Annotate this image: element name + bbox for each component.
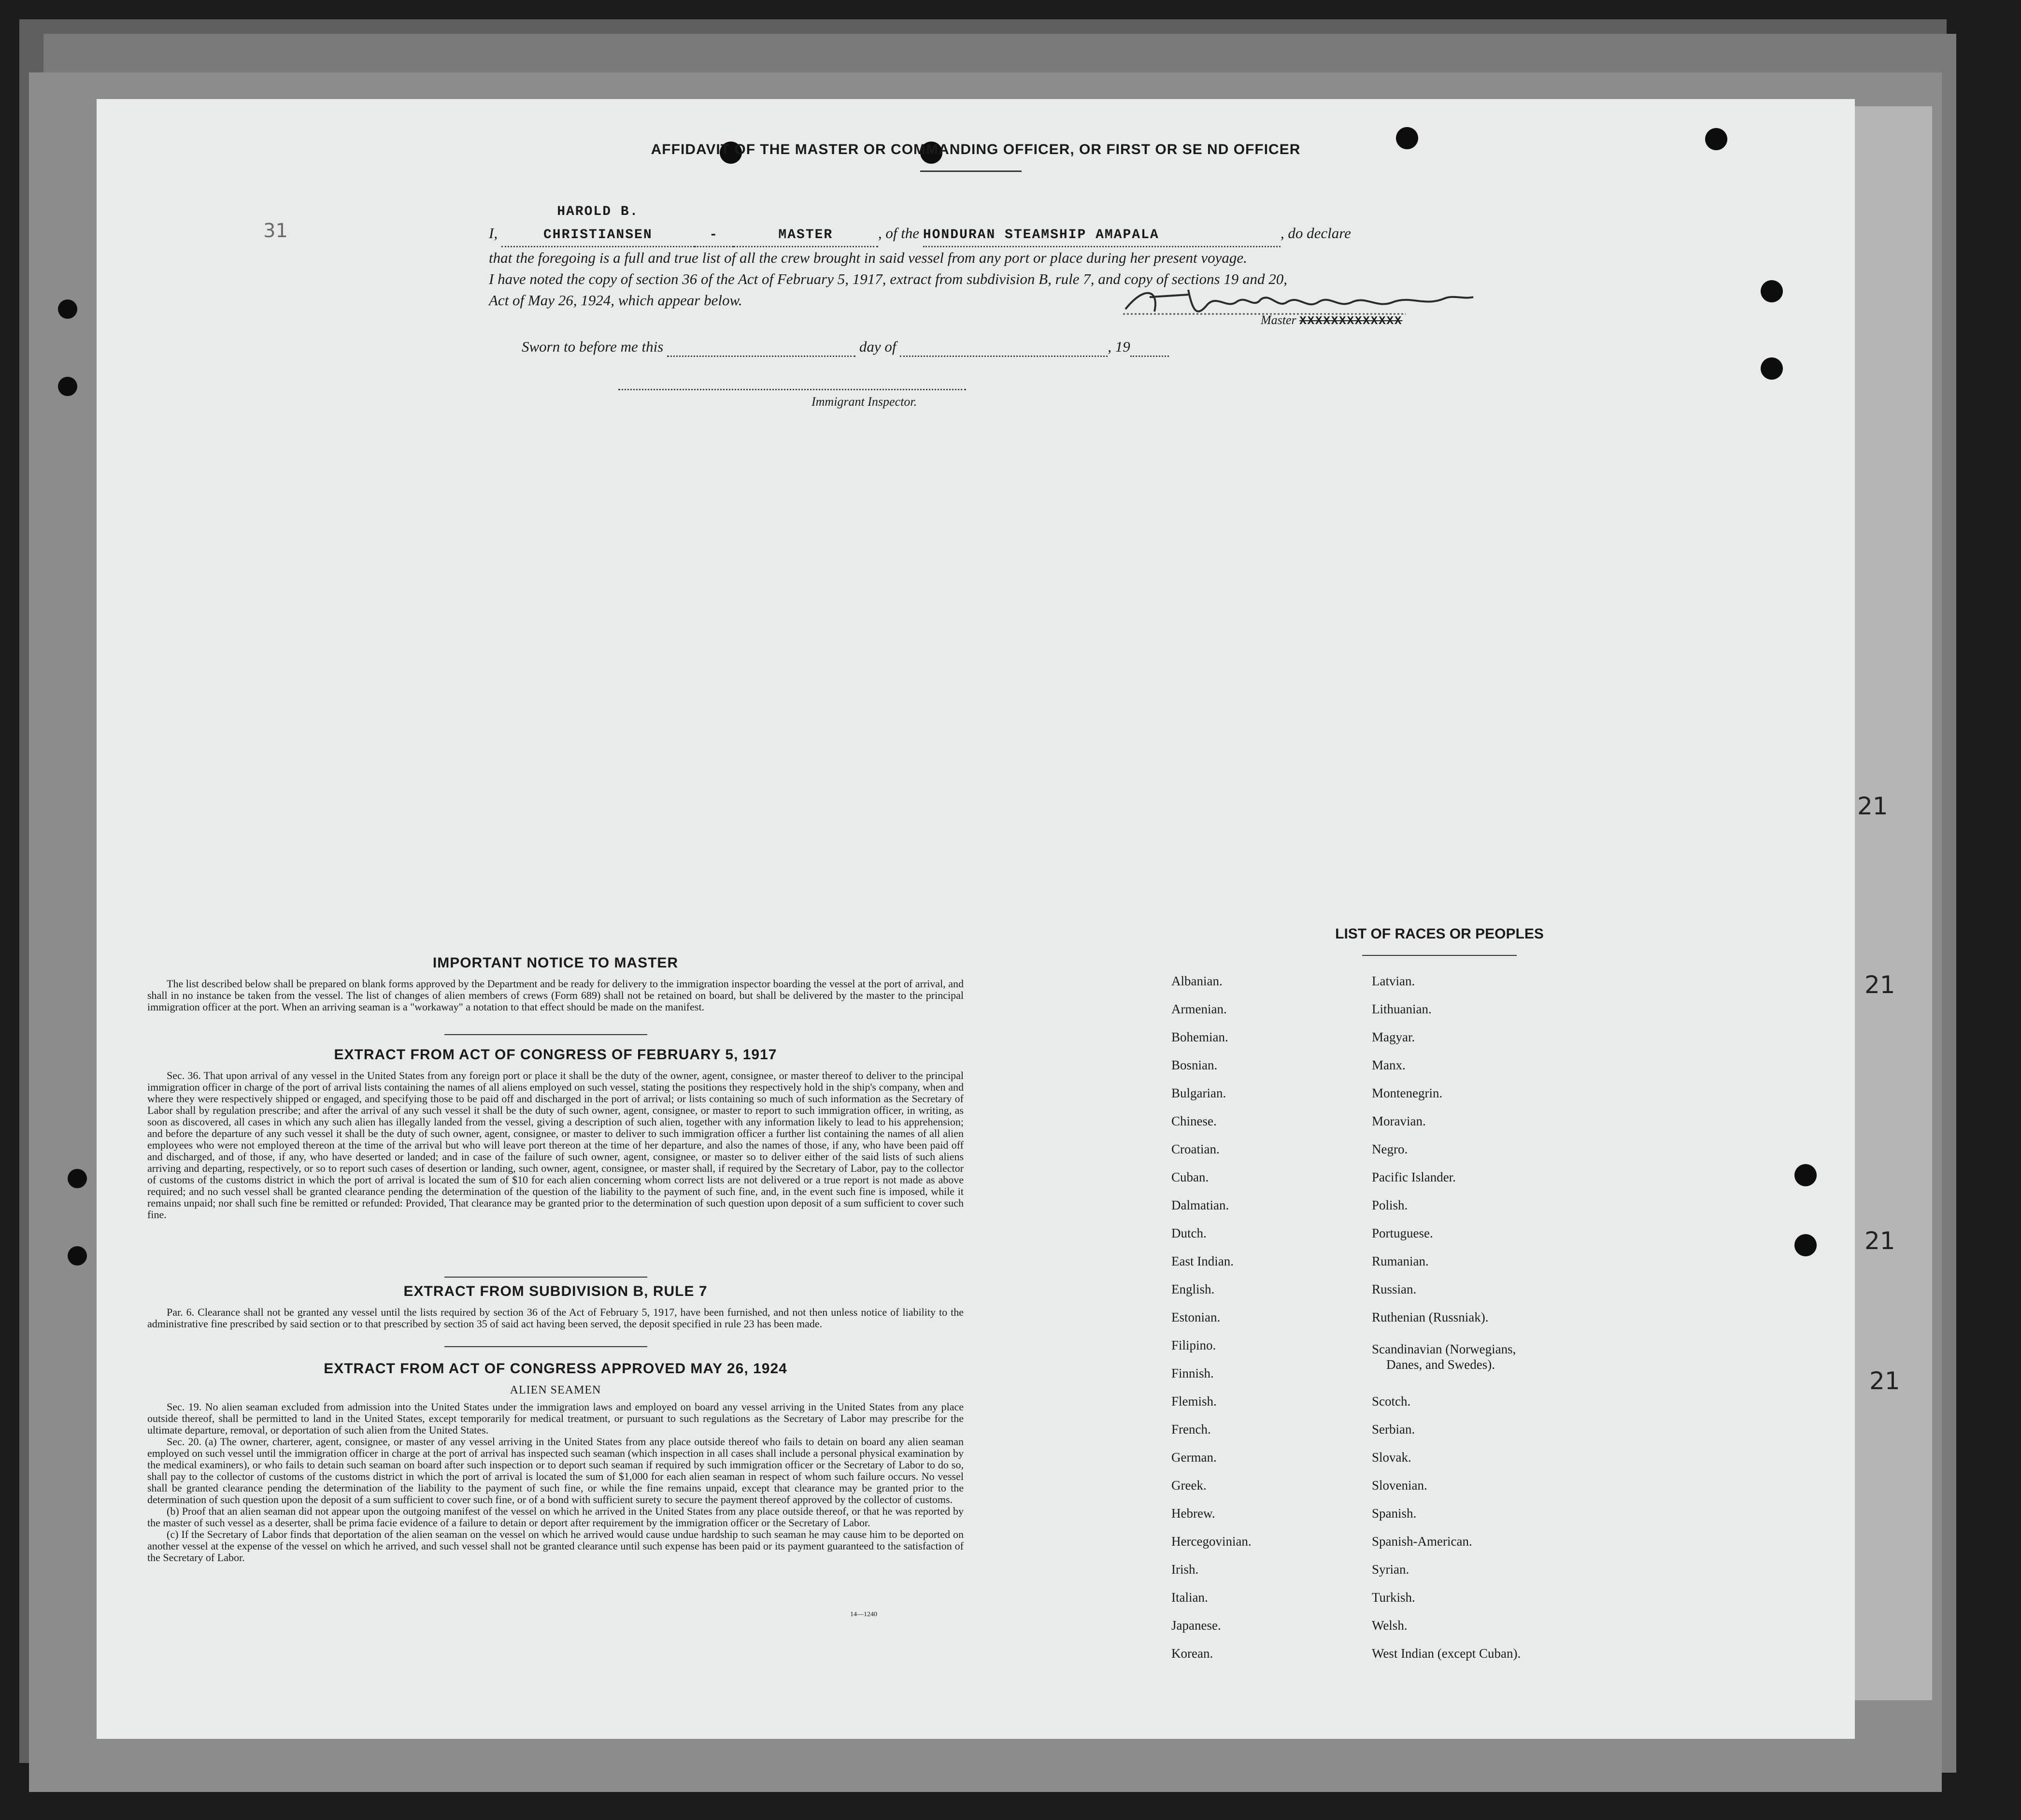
race-item: Armenian. — [1171, 1002, 1227, 1016]
race-item: Turkish. — [1372, 1590, 1415, 1605]
left-margin-note: 31 — [263, 220, 288, 242]
punch-hole — [1794, 1234, 1817, 1256]
race-item: Greek. — [1171, 1478, 1207, 1493]
master-name-field — [501, 199, 695, 247]
race-item: Negro. — [1372, 1142, 1408, 1156]
race-item: Dutch. — [1171, 1226, 1207, 1240]
punch-hole — [1794, 1164, 1817, 1186]
extract-1917-body — [147, 1070, 964, 1221]
race-item: German. — [1171, 1450, 1217, 1465]
race-item: Manx. — [1372, 1058, 1406, 1072]
side-note-c: 21 — [1864, 1227, 1895, 1255]
race-item: Latvian. — [1372, 974, 1415, 988]
section-divider — [444, 1034, 647, 1035]
race-item: Slovak. — [1372, 1450, 1411, 1465]
rank: MASTER — [778, 228, 833, 242]
notice-title: IMPORTANT NOTICE TO MASTER — [432, 955, 679, 971]
race-item: Lithuanian. — [1372, 1002, 1432, 1016]
sworn-year-field — [1130, 338, 1169, 357]
master-signature — [1116, 275, 1483, 328]
affidavit-form-page — [97, 99, 1855, 1739]
race-item: Bulgarian. — [1171, 1086, 1226, 1100]
race-item: Syrian. — [1372, 1562, 1409, 1577]
race-item: Filipino. — [1171, 1338, 1216, 1352]
race-item: Bosnian. — [1171, 1058, 1218, 1072]
side-note-b: 21 — [1864, 971, 1895, 999]
race-item: Bohemian. — [1171, 1030, 1228, 1044]
extract-1917-title: EXTRACT FROM ACT OF CONGRESS OF FEBRUARY 5, 1917 — [334, 1047, 777, 1063]
race-item: Hebrew. — [1171, 1506, 1215, 1521]
section-divider — [444, 1277, 647, 1278]
race-item: Spanish-American. — [1372, 1534, 1472, 1549]
race-item: Ruthenian (Russniak). — [1372, 1310, 1489, 1324]
race-item: Finnish. — [1171, 1366, 1214, 1380]
year-text: , 19 — [1108, 338, 1130, 355]
race-item: Portuguese. — [1372, 1226, 1433, 1240]
affidavit-title: AFFIDAVIT OF THE MASTER OR COMMANDING OFFICER, OR FIRST OR SE ND OFFICER — [651, 142, 1301, 157]
punch-hole — [68, 1169, 87, 1188]
race-item: Moravian. — [1372, 1114, 1426, 1128]
side-note-d: 21 — [1869, 1367, 1900, 1395]
race-item: Irish. — [1171, 1562, 1199, 1577]
declaration-prefix: I, — [489, 225, 498, 242]
title-rule — [920, 171, 1022, 172]
punch-hole — [1761, 357, 1783, 380]
race-item: Dalmatian. — [1171, 1198, 1229, 1212]
race-item: Magyar. — [1372, 1030, 1415, 1044]
race-item: Korean. — [1171, 1646, 1213, 1661]
form-number: 14—1240 — [850, 1611, 877, 1618]
race-item: Polish. — [1372, 1198, 1408, 1212]
race-item: Estonian. — [1171, 1310, 1221, 1324]
race-item: Montenegrin. — [1372, 1086, 1443, 1100]
extract-1924-body — [147, 1401, 964, 1564]
sworn-statement — [522, 338, 1343, 357]
vessel-field — [923, 223, 1281, 247]
race-item: Spanish. — [1372, 1506, 1417, 1521]
sec19-paragraph: Sec. 19. No alien seaman excluded from admission into the United States under the immigration laws and employed on board any vessel arriving in the United States from any place outside thereof, shall be permitted to land in the United States, except temporarily for medical treatment, or pursuant to such regulations as the Secretary of Labor may prescribe for the ultimate departure, removal, or deportation of such alien from the United States. — [147, 1401, 964, 1436]
section-divider — [444, 1346, 647, 1347]
signature-master-label: Master — [1261, 313, 1296, 327]
races-title: LIST OF RACES OR PEOPLES — [1335, 926, 1544, 942]
sec20a-paragraph: Sec. 20. (a) The owner, charterer, agent, consignee, or master of any vessel arriving in the United States from any place outside thereof who fails to detain on board any alien seaman employed on such vessel until the immigration officer in charge at the port of arrival has inspected such seaman (which inspection in all cases shall include a personal physical examination by the medical examiners), or who fails to detain such seaman on board after such inspection or to deport such seaman if required by such immigration officer or the Secretary of Labor to do so, shall pay to the collector of customs of the customs district in which the port of arrival is located the sum of $1,000 for each alien seaman in respect of whom such failure occurs. No vessel shall be granted clearance pending the determination of the liability to the payment of such fine, or while the fine remains unpaid, except that clearance may be granted prior to the determination of such question upon the deposit of a sum sufficient to cover such fine, or of a bond with sufficient surety to secure the payment thereof approved by the collector of customs. — [147, 1436, 964, 1506]
races-title-rule — [1362, 955, 1517, 956]
race-item: French. — [1171, 1422, 1211, 1436]
race-item: Albanian. — [1171, 974, 1223, 988]
declaration-line-2: that the foregoing is a full and true list of all the crew brought in said vessel from any port or place during her present voyage. — [489, 249, 1247, 266]
declaration-line-3: I have noted the copy of section 36 of the Act of February 5, 1917, extract from subdivision B, rule 7, and copy of sections 19 and 20, — [489, 270, 1288, 287]
race-item: Pacific Islander. — [1372, 1170, 1456, 1184]
notice-paragraph: The list described below shall be prepared on blank forms approved by the Department and be ready for delivery to the immigration inspector boarding the vessel at the port of arrival, and shall in no instance be taken from the vessel. The list of changes of alien members of crews (Form 689) shall not be retained on board, but shall be delivered by the master to the principal immigration officer at the port. When an arriving seaman is a "workaway" a notation to that effect should be made on the manifest. — [147, 978, 964, 1013]
notice-body — [147, 978, 964, 1013]
sworn-month-field — [900, 338, 1108, 357]
race-item: Japanese. — [1171, 1618, 1221, 1633]
declaration-line-4: Act of May 26, 1924, which appear below. — [489, 292, 742, 309]
race-item: East Indian. — [1171, 1254, 1234, 1268]
extract-rule7-body — [147, 1307, 964, 1330]
race-item: West Indian (except Cuban). — [1372, 1646, 1521, 1661]
sec36-paragraph: Sec. 36. That upon arrival of any vessel in the United States from any foreign port or place it shall be the duty of the owner, agent, consignee, or master thereof to deliver to the principal immigration officer in charge of the port of arrival lists containing the names of all aliens employed on such vessel, stating the positions they respectively hold in the ship's company, when and where they were respectively shipped or engaged, and specifying those to be paid off and discharged in the port of arrival; or lists containing so much of such information as the Secretary of Labor shall by regulation prescribe; and after the arrival of any such vessel it shall be the duty of such owner, agent, consignee, or master to report to such immigration officer, in writing, as soon as discovered, all cases in which any such alien has illegally landed from the vessel, giving a description of such alien, together with any information likely to lead to his apprehension; and before the departure of any such vessel it shall be the duty of such owner, agent, consignee, or master to deliver to such immigration officer a further list containing the names of all alien employees who were not employed thereon at the time of the arrival but who will leave port thereon at the time of her departure, and also the names of those, if any, who have been paid off and discharged, and of those, if any, who have deserted or landed; and in case of the failure of such owner, agent, consignee, or master so to deliver either of the said lists of such aliens arriving and departing, respectively, or so to report such cases of desertion or landing, such owner, agent, consignee, or master shall, if required by the Secretary of Labor, pay to the collector of customs of the customs district in which the port of arrival is located the sum of $10 for each alien concerning whom correct lists are not delivered or a true report is not made as above required; and no such vessel shall be granted clearance pending the determination of the question of the liability to the payment of such fine, and, in the event such fine is imposed, while it remains unpaid; nor shall such fine be remitted or refunded: Provided, That clearance may be granted prior to the determination of such question upon deposit of a sum sufficient to cover such fine. — [147, 1069, 964, 1221]
dash-mark: - — [709, 228, 719, 242]
punch-hole — [68, 1246, 87, 1265]
inspector-caption: Immigrant Inspector. — [811, 395, 917, 409]
par6-paragraph: Par. 6. Clearance shall not be granted any vessel until the lists required by section 36 of the Act of February 5, 1917, have been furnished, and not then unless notice of liability to the administrative fine prescribed by said section or to that prescribed by section 35 of said act having been served, the deposit specified in rule 23 has been made. — [147, 1306, 964, 1330]
race-item: Flemish. — [1171, 1394, 1217, 1408]
struck-rank-text: XXXXXXXXXXXXX — [1299, 315, 1403, 328]
side-note-a: 21 — [1857, 792, 1888, 820]
master-name: HAROLD B. CHRISTIANSEN — [543, 204, 653, 242]
race-item: Slovenian. — [1372, 1478, 1427, 1493]
race-item: Welsh. — [1372, 1618, 1408, 1633]
day-of-text: day of — [859, 338, 897, 355]
race-item: Croatian. — [1171, 1142, 1220, 1156]
race-item: Russian. — [1372, 1282, 1417, 1296]
extract-rule7-title: EXTRACT FROM SUBDIVISION B, RULE 7 — [403, 1283, 708, 1299]
race-item: Scandinavian (Norwegians, — [1372, 1342, 1516, 1356]
punch-hole — [58, 299, 77, 319]
punch-hole — [1761, 280, 1783, 302]
sec20c-paragraph: (c) If the Secretary of Labor finds that deportation of the alien seaman on the vessel on which he arrived would cause undue hardship to such seaman he may cause him to be deported on another vessel at the expense of the vessel on which he arrived, and such vessel shall not be granted clearance until such expense has been paid or its payment guaranteed to the satisfaction of the Secretary of Labor. — [147, 1528, 964, 1564]
race-item: Cuban. — [1171, 1170, 1209, 1184]
punch-hole — [58, 377, 77, 396]
declaration-line-1 — [489, 199, 1551, 247]
race-item: Chinese. — [1171, 1114, 1217, 1128]
race-item: Hercegovinian. — [1171, 1534, 1252, 1549]
race-item: Serbian. — [1372, 1422, 1415, 1436]
alien-seamen-subtitle: ALIEN SEAMEN — [510, 1384, 601, 1396]
race-item: English. — [1171, 1282, 1215, 1296]
race-item: Scotch. — [1372, 1394, 1411, 1408]
sec20b-paragraph: (b) Proof that an alien seaman did not appear upon the outgoing manifest of the vessel on which he arrived in the United States from any place outside thereof, or that he was reported by the master of such vessel as a deserter, shall be prima facie evidence of a failure to detain or deport after requirement by the immigration officer or the Secretary of Labor. — [147, 1505, 964, 1529]
extract-1924-title: EXTRACT FROM ACT OF CONGRESS APPROVED MAY 26, 1924 — [324, 1361, 787, 1377]
rank-field — [733, 223, 878, 247]
vessel-name: HONDURAN STEAMSHIP AMAPALA — [923, 228, 1159, 242]
race-item: Danes, and Swedes). — [1386, 1357, 1495, 1372]
race-item: Italian. — [1171, 1590, 1208, 1605]
inspector-signature-line — [618, 389, 966, 390]
sworn-date-field — [667, 338, 855, 357]
race-item: Rumanian. — [1372, 1254, 1429, 1268]
sworn-text: Sworn to before me this — [522, 338, 664, 355]
do-declare-text: , do declare — [1280, 225, 1351, 242]
dash-field — [695, 223, 733, 247]
signature-caption — [1261, 313, 1402, 328]
of-the-text: , of the — [878, 225, 920, 242]
